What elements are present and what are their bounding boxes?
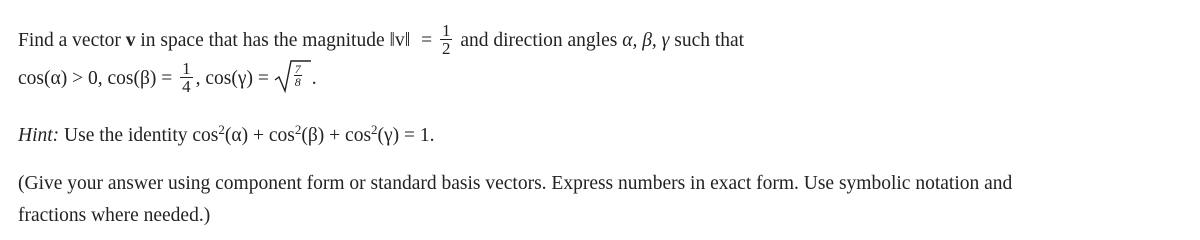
text-direction-angles: and direction angles <box>460 29 623 51</box>
angle-symbols: α, β, γ <box>622 29 670 51</box>
plus-sign: + <box>324 125 346 146</box>
equals-one: = 1. <box>399 125 435 146</box>
instructions-line-1: (Give your answer using component form or standard basis vectors. Express numbers in exact form. Use symbolic notation and <box>18 173 1013 194</box>
fraction-one-half <box>440 22 453 57</box>
sqrt-fraction <box>294 63 302 88</box>
sqrt-expression <box>274 59 312 93</box>
fraction-denominator: 4 <box>182 77 191 96</box>
hint-label: Hint: <box>18 125 60 146</box>
square-exponent: 2 <box>371 122 378 137</box>
fraction-numerator: 1 <box>441 21 451 40</box>
hint-text: Use the identity <box>59 125 193 146</box>
sqrt-numerator: 7 <box>294 61 301 76</box>
cos-alpha-condition: cos(α) > 0, <box>18 67 103 89</box>
beta-arg: (β) <box>301 125 325 146</box>
text-in-space: in space that has the magnitude <box>135 29 390 51</box>
sqrt-denominator: 8 <box>294 74 301 89</box>
gamma-arg: (γ) <box>377 125 400 146</box>
text-such-that: such that <box>669 29 745 51</box>
cos-beta: cos(β) <box>107 67 157 89</box>
cos-term: cos <box>192 125 219 146</box>
text-find-vector: Find a vector <box>18 29 126 51</box>
cos-term: cos <box>268 125 295 146</box>
square-exponent: 2 <box>294 122 302 137</box>
period: . <box>311 67 317 89</box>
fraction-denominator: 2 <box>441 39 451 58</box>
equals-sign: = <box>421 29 433 51</box>
alpha-arg: (α) <box>224 125 249 146</box>
instructions-line-2: fractions where needed.) <box>18 205 211 226</box>
equals-sign: = <box>257 67 269 89</box>
radical-sign-icon <box>274 59 312 93</box>
cos-gamma: cos(γ) <box>205 67 253 89</box>
vector-v: v <box>125 29 136 51</box>
problem-line-2 <box>18 59 317 97</box>
comma: , <box>195 67 201 89</box>
hint-line <box>18 122 435 146</box>
plus-sign: + <box>248 125 269 146</box>
equals-sign: = <box>161 67 173 89</box>
fraction-numerator: 1 <box>182 59 191 78</box>
fraction-one-quarter <box>180 60 193 95</box>
square-exponent: 2 <box>218 122 225 137</box>
vector-norm: ‖v‖ <box>389 29 411 51</box>
problem-line-1 <box>18 21 745 59</box>
cos-term: cos <box>345 125 372 146</box>
